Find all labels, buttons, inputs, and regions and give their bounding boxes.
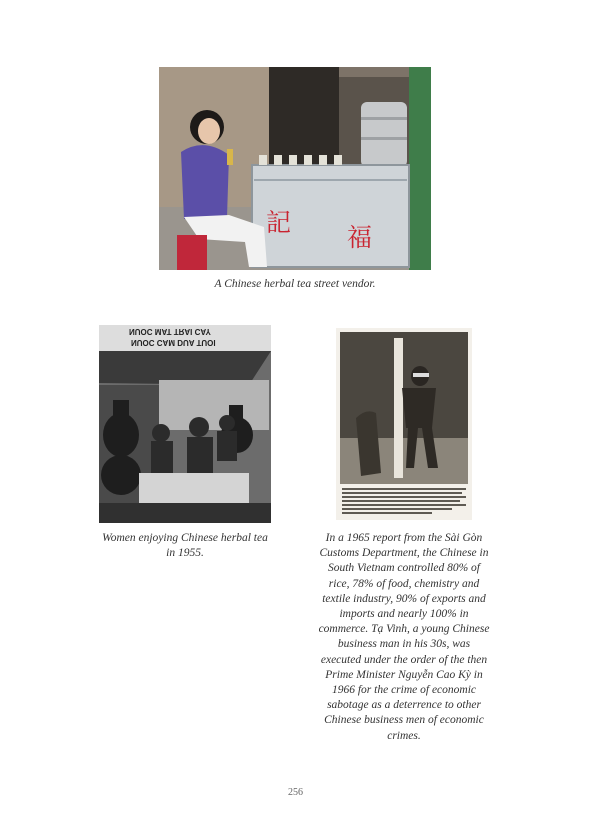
shop-sign-top: NUOC MAT TRAI CAY	[129, 327, 211, 336]
caption-line: Customs Department, the Chinese in	[319, 547, 489, 560]
caption-line: executed under the order of the then	[320, 653, 488, 666]
cart-character-2: 福	[347, 223, 373, 252]
page-number: 256	[288, 787, 303, 798]
caption-line: commerce. Tạ Vinh, a young Chinese	[318, 623, 490, 636]
caption-report	[300, 531, 508, 744]
caption-line: sabotage as a deterrence to other	[327, 699, 481, 712]
caption-line: crimes.	[387, 729, 421, 742]
caption-line: Prime Minister Nguyễn Cao Kỳ in	[325, 668, 483, 681]
caption-line: In a 1965 report from the Sài Gòn	[325, 532, 483, 544]
vendor-scene	[159, 67, 431, 270]
photo-women-herbal-tea-1955	[99, 325, 271, 523]
shop-sign-bottom: NUOC CAM DUA TUOI	[131, 338, 216, 347]
caption-line: textile industry, 90% of exports and	[322, 592, 486, 605]
caption-line: Chinese business men of economic	[324, 714, 484, 727]
women-scene	[99, 325, 271, 523]
caption-line: in 1955.	[166, 547, 204, 560]
cart-character-1: 記	[266, 208, 292, 237]
caption-line: 1966 for the crime of economic	[331, 684, 477, 697]
caption-women	[87, 531, 283, 561]
caption-line: Women enjoying Chinese herbal tea	[102, 532, 268, 544]
photo-execution-report	[336, 328, 472, 520]
caption-line: business man in his 30s, was	[337, 638, 471, 651]
photo-herbal-tea-vendor	[159, 67, 431, 270]
report-scene	[336, 328, 472, 520]
caption-line: South Vietnam controlled 80% of	[327, 562, 481, 575]
caption-vendor: A Chinese herbal tea street vendor.	[214, 278, 376, 290]
caption-line: rice, 78% of food, chemistry and	[328, 577, 480, 590]
caption-line: imports and nearly 100% in	[339, 608, 469, 621]
